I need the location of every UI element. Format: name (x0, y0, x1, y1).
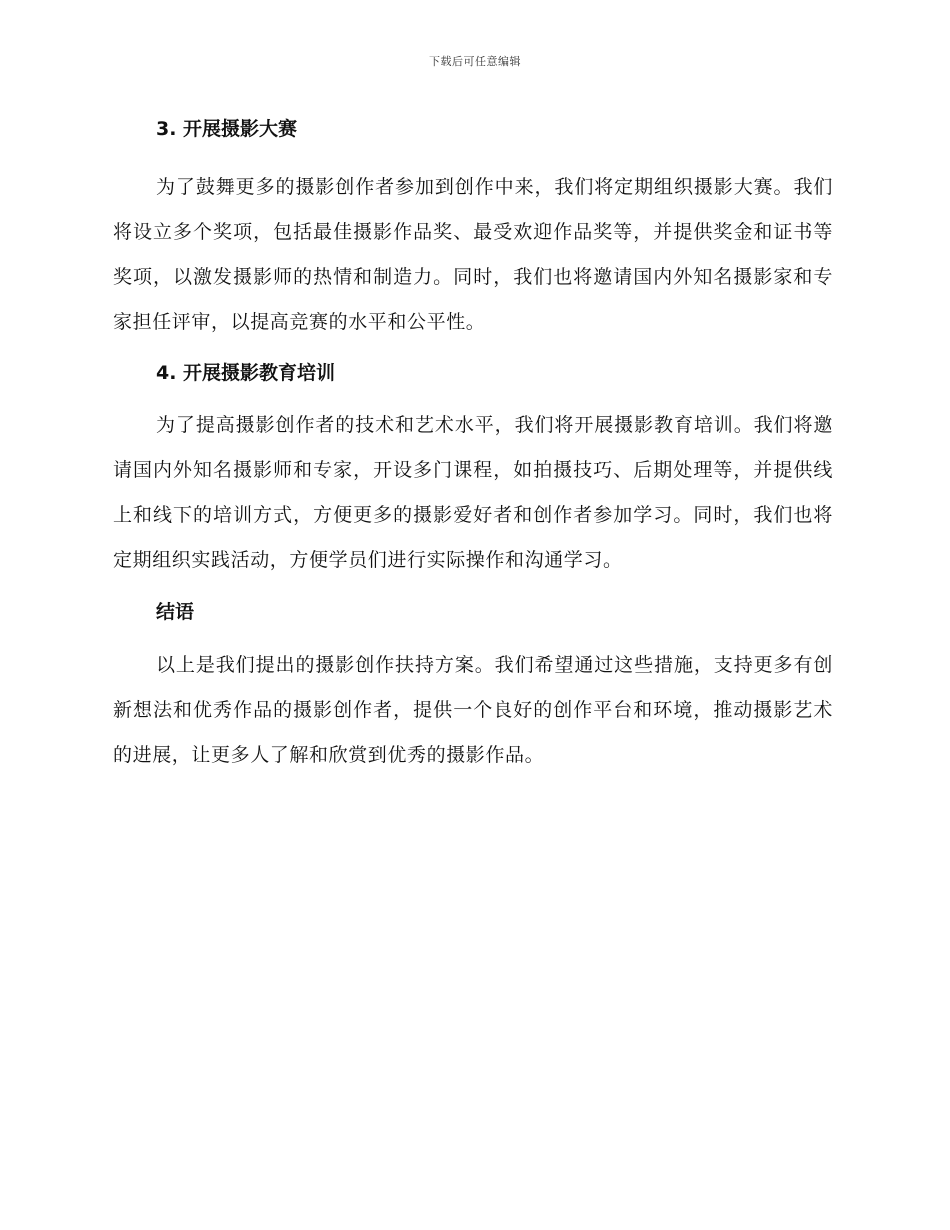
page-header-note: 下载后可任意编辑 (429, 55, 521, 68)
section-heading-conclusion: 结语 (156, 601, 195, 623)
section-heading-photo-education: 4. 开展摄影教育培训 (156, 362, 336, 384)
section-paragraph-photo-education: 为了提高摄影创作者的技术和艺术水平，我们将开展摄影教育培训。我们将邀请国内外知名摄影师和专家，开设多门课程，如拍摄技巧、后期处理等，并提供线上和线下的培训方式，方便更多的摄影爱好者和创作者参加学习。同时，我们也将定期组织实践活动，方便学员们进行实际操作和沟通学习。 (113, 414, 833, 571)
document-body (113, 110, 833, 778)
section-paragraph-conclusion: 以上是我们提出的摄影创作扶持方案。我们希望通过这些措施，支持更多有创新想法和优秀作品的摄影创作者，提供一个良好的创作平台和环境，推动摄影艺术的进展，让更多人了解和欣赏到优秀的摄影作品。 (113, 654, 833, 766)
section-heading-photo-contest: 3. 开展摄影大赛 (156, 118, 298, 140)
section-paragraph-photo-contest: 为了鼓舞更多的摄影创作者参加到创作中来，我们将定期组织摄影大赛。我们将设立多个奖项，包括最佳摄影作品奖、最受欢迎作品奖等，并提供奖金和证书等奖项，以激发摄影师的热情和制造力。同时，我们也将邀请国内外知名摄影家和专家担任评审，以提高竞赛的水平和公平性。 (113, 176, 833, 333)
